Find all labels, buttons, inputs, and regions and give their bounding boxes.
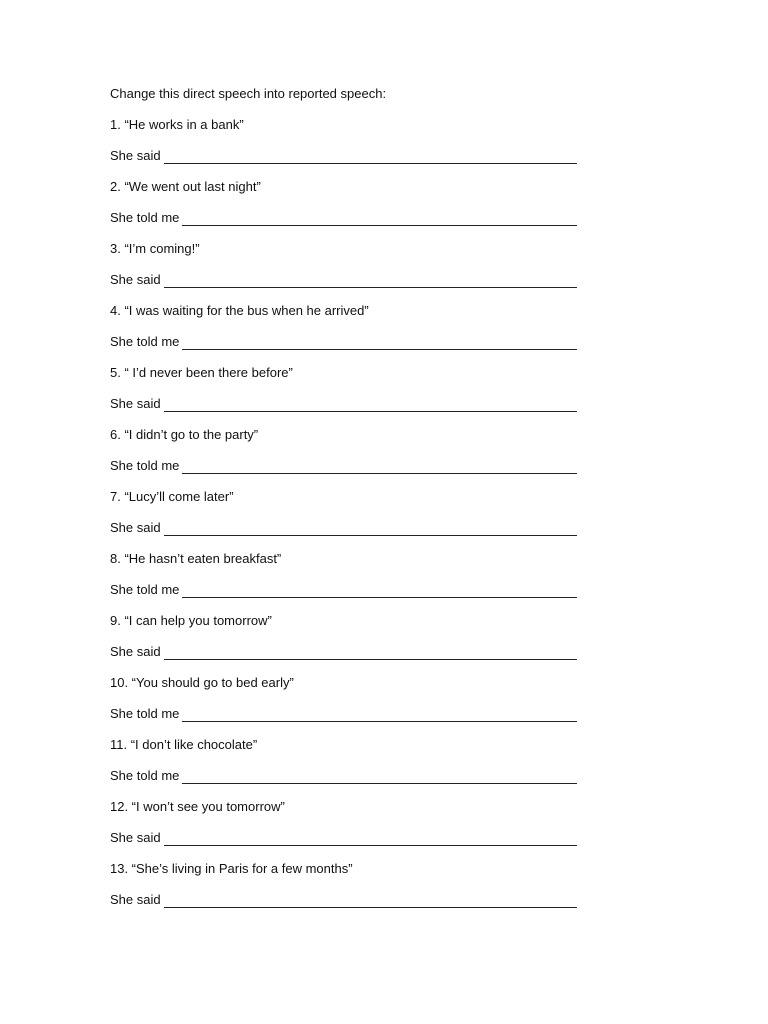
question-prompt: 1. “He works in a bank” [110,117,244,132]
answer-row [110,334,577,350]
question-item [110,365,580,427]
answer-blank-line[interactable] [182,708,577,722]
answer-blank-line[interactable] [164,522,577,536]
answer-blank-line[interactable] [164,646,577,660]
question-prompt: 8. “He hasn’t eaten breakfast” [110,551,282,566]
question-prompt: 5. “ I’d never been there before” [110,365,293,380]
answer-label: She said [110,892,161,907]
question-prompt: 3. “I’m coming!” [110,241,200,256]
answer-blank-line[interactable] [182,770,577,784]
question-prompt: 9. “I can help you tomorrow” [110,613,272,628]
answer-label: She told me [110,334,180,349]
answer-label: She said [110,830,161,845]
answer-row [110,582,577,598]
answer-row [110,272,577,288]
question-prompt: 12. “I won’t see you tomorrow” [110,799,285,814]
question-prompt: 10. “You should go to bed early” [110,675,294,690]
answer-row [110,520,577,536]
answer-row [110,830,577,846]
answer-label: She told me [110,706,180,721]
answer-row [110,148,577,164]
question-prompt: 13. “She’s living in Paris for a few months” [110,861,353,876]
answer-label: She said [110,272,161,287]
question-prompt: 6. “I didn’t go to the party” [110,427,259,442]
answer-blank-line[interactable] [164,398,577,412]
answer-row [110,458,577,474]
answer-row [110,644,577,660]
answer-label: She told me [110,768,180,783]
question-prompt: 4. “I was waiting for the bus when he arrived” [110,303,369,318]
question-item [110,861,580,923]
answer-label: She said [110,148,161,163]
question-item [110,117,580,179]
answer-label: She said [110,396,161,411]
answer-blank-line[interactable] [182,584,577,598]
question-item [110,489,580,551]
answer-label: She told me [110,210,180,225]
question-item [110,675,580,737]
question-item [110,737,580,799]
answer-row [110,210,577,226]
answer-label: She told me [110,458,180,473]
question-item [110,427,580,489]
answer-row [110,396,577,412]
answer-row [110,892,577,908]
answer-blank-line[interactable] [164,150,577,164]
answer-blank-line[interactable] [164,274,577,288]
question-prompt: 7. “Lucy’ll come later” [110,489,234,504]
question-item [110,179,580,241]
answer-blank-line[interactable] [182,212,577,226]
answer-label: She said [110,520,161,535]
answer-label: She said [110,644,161,659]
question-item [110,613,580,675]
answer-label: She told me [110,582,180,597]
question-list [110,117,580,923]
question-prompt: 11. “I don’t like chocolate” [110,737,258,752]
answer-blank-line[interactable] [164,894,577,908]
question-item [110,799,580,861]
question-item [110,551,580,613]
question-prompt: 2. “We went out last night” [110,179,261,194]
answer-blank-line[interactable] [182,460,577,474]
answer-row [110,706,577,722]
question-item [110,241,580,303]
answer-blank-line[interactable] [182,336,577,350]
instruction-text: Change this direct speech into reported speech: [110,86,387,101]
answer-blank-line[interactable] [164,832,577,846]
answer-row [110,768,577,784]
question-item [110,303,580,365]
